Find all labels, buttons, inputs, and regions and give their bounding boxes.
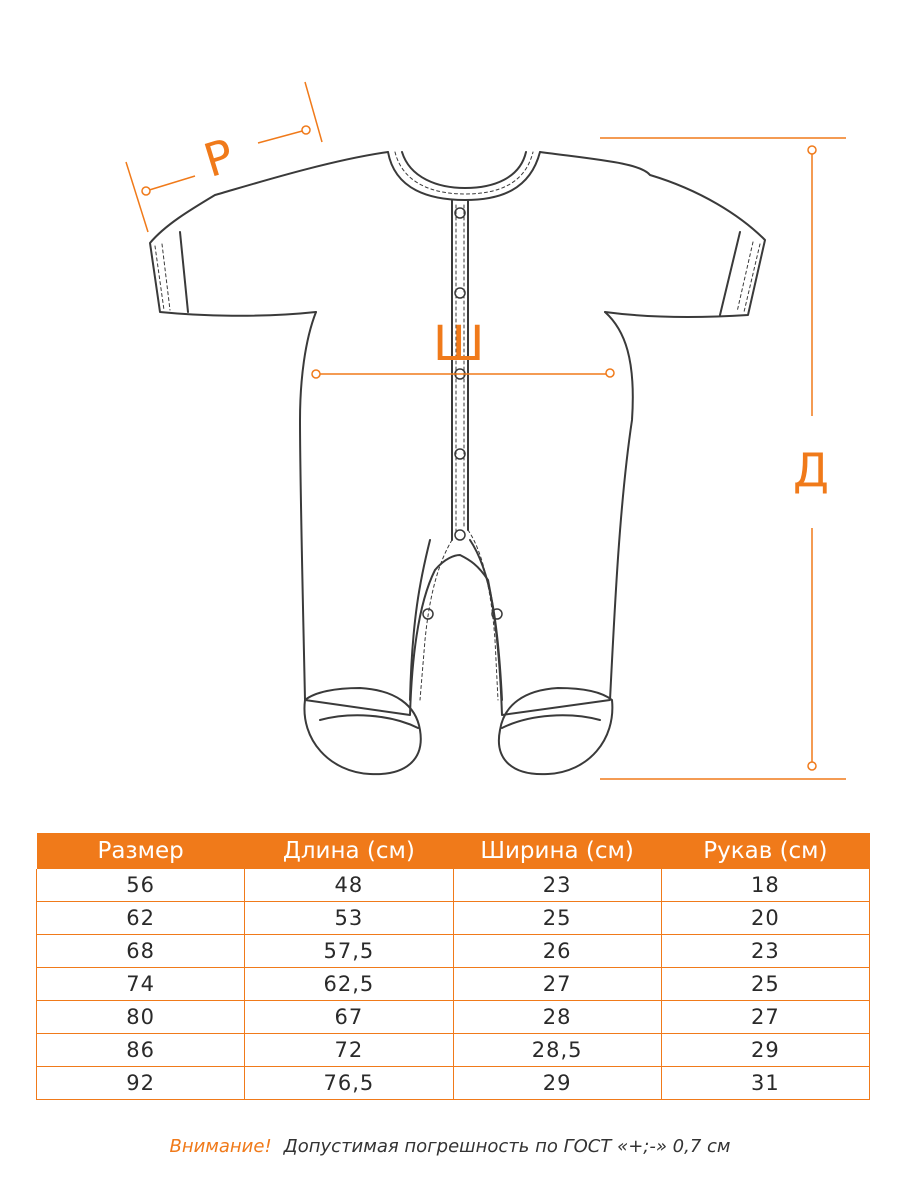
header-length: Длина (см) [245, 833, 453, 869]
cell-width: 26 [453, 935, 661, 968]
cell-sleeve: 31 [661, 1067, 869, 1100]
note-warning: Внимание! [169, 1136, 272, 1157]
cell-size: 92 [37, 1067, 245, 1100]
cell-width: 27 [453, 968, 661, 1001]
size-table [36, 833, 870, 1100]
cell-width: 25 [453, 902, 661, 935]
cell-length: 48 [245, 869, 453, 902]
right-sleeve [540, 152, 765, 317]
cell-length: 53 [245, 902, 453, 935]
cell-size: 68 [37, 935, 245, 968]
cell-sleeve: 27 [661, 1001, 869, 1034]
cell-sleeve: 18 [661, 869, 869, 902]
table-row [37, 968, 870, 1001]
length-dimension-label: Д [793, 443, 829, 497]
header-sleeve: Рукав (см) [661, 833, 869, 869]
cell-length: 67 [245, 1001, 453, 1034]
cell-size: 80 [37, 1001, 245, 1034]
cell-size: 74 [37, 968, 245, 1001]
collar [388, 152, 540, 200]
table-row [37, 1001, 870, 1034]
cell-length: 57,5 [245, 935, 453, 968]
cell-size: 86 [37, 1034, 245, 1067]
cell-width: 28,5 [453, 1034, 661, 1067]
right-foot [499, 688, 612, 774]
cell-width: 23 [453, 869, 661, 902]
cell-length: 72 [245, 1034, 453, 1067]
sleeve-dimension-label: Р [197, 128, 241, 188]
width-dimension-label: Ш [433, 316, 485, 372]
table-row [37, 902, 870, 935]
cell-length: 62,5 [245, 968, 453, 1001]
table-row [37, 869, 870, 902]
cell-width: 29 [453, 1067, 661, 1100]
cell-size: 62 [37, 902, 245, 935]
cell-size: 56 [37, 869, 245, 902]
left-foot [304, 688, 420, 774]
header-size: Размер [37, 833, 245, 869]
body-outline [300, 312, 633, 715]
table-row [37, 1034, 870, 1067]
header-width: Ширина (см) [453, 833, 661, 869]
table-row [37, 935, 870, 968]
tolerance-note [0, 1136, 900, 1157]
cell-sleeve: 25 [661, 968, 869, 1001]
cell-length: 76,5 [245, 1067, 453, 1100]
cell-sleeve: 29 [661, 1034, 869, 1067]
table-header-row [37, 833, 870, 869]
cell-sleeve: 23 [661, 935, 869, 968]
cell-sleeve: 20 [661, 902, 869, 935]
table-row [37, 1067, 870, 1100]
note-text: Допустимая погрешность по ГОСТ «+;-» 0,7 см [283, 1136, 731, 1157]
cell-width: 28 [453, 1001, 661, 1034]
